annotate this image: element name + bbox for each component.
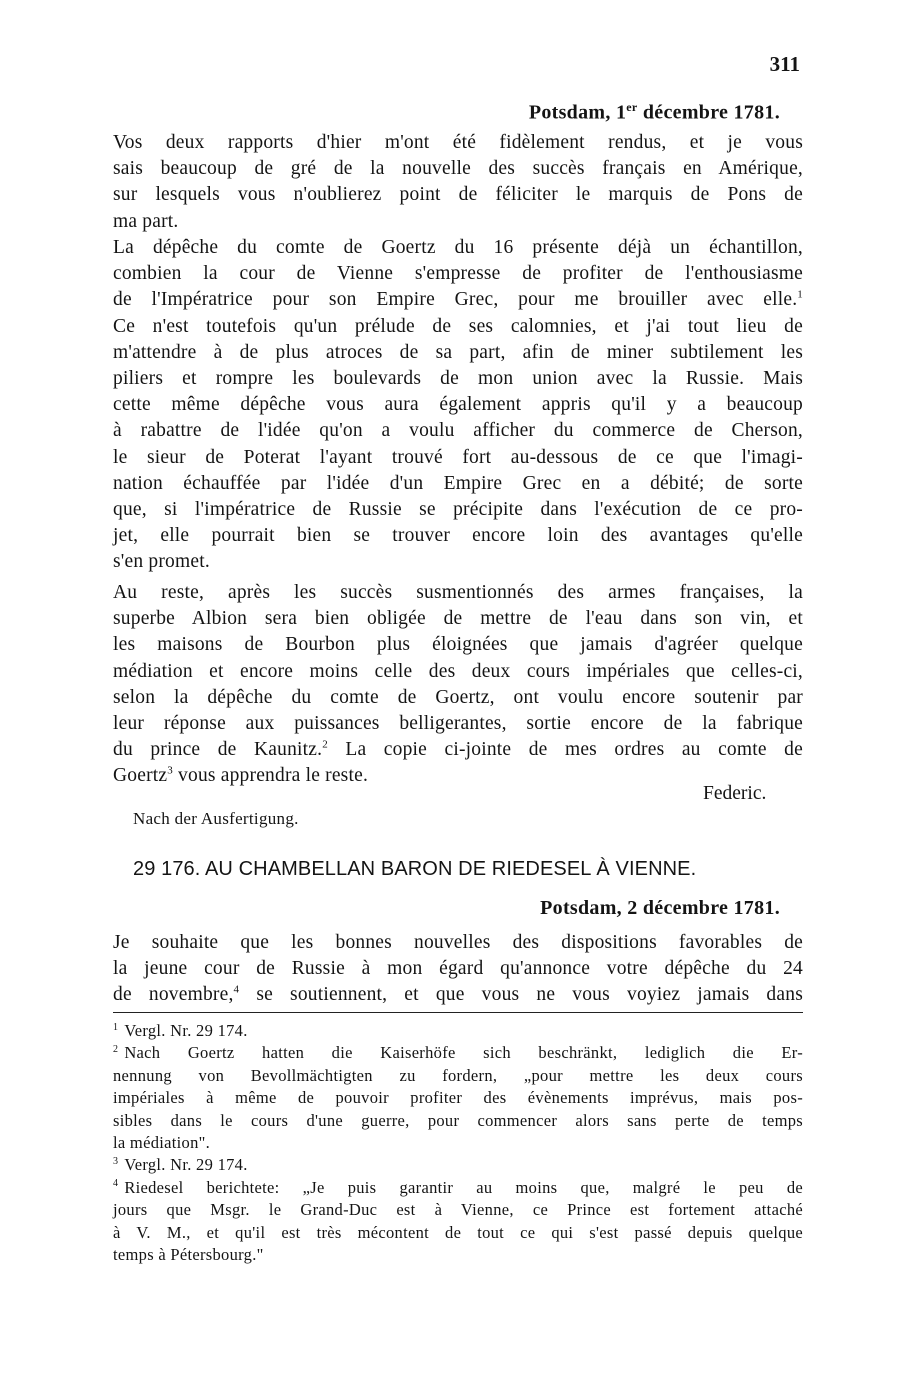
text-line bbox=[113, 1042, 803, 1064]
text-line bbox=[113, 982, 803, 1008]
text-segment: se soutiennent, et que vous ne vous voyiez jamais dans bbox=[239, 984, 803, 1006]
letter-heading: 29 176. AU CHAMBELLAN BARON DE RIEDESEL À VIENNE. bbox=[133, 858, 697, 880]
footnotes bbox=[113, 1020, 803, 1266]
dateline-place: Potsdam, bbox=[528, 101, 611, 124]
text-line: ma part. bbox=[113, 210, 179, 232]
footnote-divider bbox=[113, 1012, 803, 1013]
text-segment: de l'Impératrice pour son Empire Grec, pour me brouiller avec elle. bbox=[113, 289, 798, 311]
text-segment: Nach Goertz hatten die Kaiserhöfe sich beschränkt, lediglich die Er- bbox=[124, 1043, 803, 1063]
text-line: Ce n'est toutefois qu'un prélude de ses calomnies, et j'ai tout lieu de bbox=[113, 315, 803, 337]
text-line: nennung von Bevollmächtigten zu fordern, „pour mettre les deux cours bbox=[113, 1065, 803, 1085]
text-line: leur réponse aux puissances belligerantes, sortie encore de la fabrique bbox=[113, 713, 803, 735]
footnote-2 bbox=[113, 1042, 803, 1154]
footnote-ref: 4 bbox=[233, 983, 240, 996]
dateline-day: 1 bbox=[615, 101, 627, 124]
text-line: piliers et rompre les boulevards de mon union avec la Russie. Mais bbox=[113, 368, 803, 390]
text-line: la jeune cour de Russie à mon égard qu'annonce votre dépêche du 24 bbox=[113, 958, 803, 980]
text-line: temps à Pétersbourg." bbox=[113, 1245, 264, 1265]
paragraph-1 bbox=[113, 130, 803, 235]
text-line bbox=[113, 737, 803, 763]
footnote-ref: 2 bbox=[322, 738, 328, 751]
footnote-4 bbox=[113, 1177, 803, 1267]
text-segment: Riedesel berichtete: „Je puis garantir au moins que, malgré le peu de bbox=[124, 1177, 803, 1197]
text-line: Au reste, après les succès susmentionnés des armes françaises, la bbox=[113, 582, 803, 603]
page-number: 311 bbox=[769, 52, 800, 76]
text-line: superbe Albion sera bien obligée de mettre de l'eau dans son vin, et bbox=[113, 608, 803, 630]
text-line bbox=[113, 763, 803, 789]
text-segment: La copie ci-jointe de mes ordres au comte de bbox=[327, 739, 803, 761]
dateline-month-year: décembre 1781. bbox=[642, 101, 780, 124]
signature: Federic. bbox=[703, 783, 767, 804]
text-line: nation échauffée par l'idée d'un Empire Grec en a débité; de sorte bbox=[113, 472, 803, 494]
text-line: sais beaucoup de gré de la nouvelle des succès français en Amérique, bbox=[113, 158, 803, 180]
source-note: Nach der Ausfertigung. bbox=[133, 809, 299, 828]
text-line: sur lesquels vous n'oublierez point de féliciter le marquis de Pons de bbox=[113, 184, 803, 206]
text-line: s'en promet. bbox=[113, 551, 210, 573]
text-line: selon la dépêche du comte de Goertz, ont voulu encore soutenir par bbox=[113, 686, 803, 708]
text-line: médiation et encore moins celle des deux cours impériales que celles-ci, bbox=[113, 660, 803, 682]
text-segment: Vergl. Nr. 29 174. bbox=[124, 1155, 248, 1175]
dateline-day-suffix: er bbox=[626, 100, 638, 114]
text-line: à V. M., et qu'il est très mécontent de tout ce qui s'est passé depuis quelque bbox=[113, 1222, 803, 1242]
text-line: Vos deux rapports d'hier m'ont été fidèlement rendus, et je vous bbox=[113, 132, 803, 153]
footnote-3 bbox=[113, 1154, 803, 1176]
text-line bbox=[113, 1177, 803, 1199]
text-segment: du prince de Kaunitz. bbox=[113, 739, 323, 761]
footnote-ref: 1 bbox=[797, 288, 803, 301]
text-line: impériales à même de pouvoir profiter des évènements imprévus, mais pos- bbox=[113, 1088, 803, 1108]
paragraph-3 bbox=[113, 580, 803, 790]
text-line: à rabattre de l'idée qu'on a voulu afficher du commerce de Cherson, bbox=[113, 420, 803, 442]
text-line: cette même dépêche vous aura également appris qu'il y a beaucoup bbox=[113, 394, 803, 416]
text-line: les maisons de Bourbon plus éloignées que jamais d'agréer quelque bbox=[113, 634, 803, 656]
text-line: jet, elle pourrait bien se trouver encore loin des avantages qu'elle bbox=[113, 525, 803, 547]
text-line: m'attendre à de plus atroces de sa part, afin de miner subtilement les bbox=[113, 341, 803, 363]
text-line: Je souhaite que les bonnes nouvelles des dispositions favorables de bbox=[113, 932, 803, 953]
text-segment: de novembre, bbox=[113, 984, 234, 1006]
text-segment: Vergl. Nr. 29 174. bbox=[124, 1021, 248, 1040]
footnote-mark: 4 bbox=[113, 1178, 119, 1190]
text-line: jours que Msgr. le Grand-Duc est à Vienne, ce Prince est fortement attaché bbox=[113, 1200, 803, 1220]
text-segment: vous apprendra le reste. bbox=[172, 765, 369, 787]
text-line bbox=[113, 1154, 803, 1176]
text-line: combien la cour de Vienne s'empresse de profiter de l'enthousiasme bbox=[113, 263, 803, 285]
footnote-mark: 3 bbox=[113, 1155, 119, 1167]
paragraph-4 bbox=[113, 930, 803, 1009]
dateline-letter-1 bbox=[529, 100, 780, 125]
dateline-letter-2: Potsdam, 2 décembre 1781. bbox=[540, 897, 780, 919]
text-line bbox=[113, 287, 803, 313]
text-line: que, si l'impératrice de Russie se précipite dans l'exécution de ce pro- bbox=[113, 499, 803, 521]
text-line: La dépêche du comte de Goertz du 16 présente déjà un échantillon, bbox=[113, 237, 803, 258]
footnote-mark: 2 bbox=[113, 1043, 119, 1055]
footnote-1 bbox=[113, 1020, 803, 1042]
paragraph-2 bbox=[113, 235, 803, 576]
text-line bbox=[113, 1020, 803, 1042]
text-line: sibles dans le cours d'une guerre, pour commencer alors sans perte de temps bbox=[113, 1110, 803, 1130]
footnote-ref: 3 bbox=[167, 764, 173, 777]
footnote-mark: 1 bbox=[113, 1021, 119, 1033]
text-line: le sieur de Poterat l'ayant trouvé fort au-dessous de ce que l'imagi- bbox=[113, 446, 803, 468]
text-line: la médiation". bbox=[113, 1133, 211, 1153]
text-segment: Goertz bbox=[113, 765, 168, 787]
